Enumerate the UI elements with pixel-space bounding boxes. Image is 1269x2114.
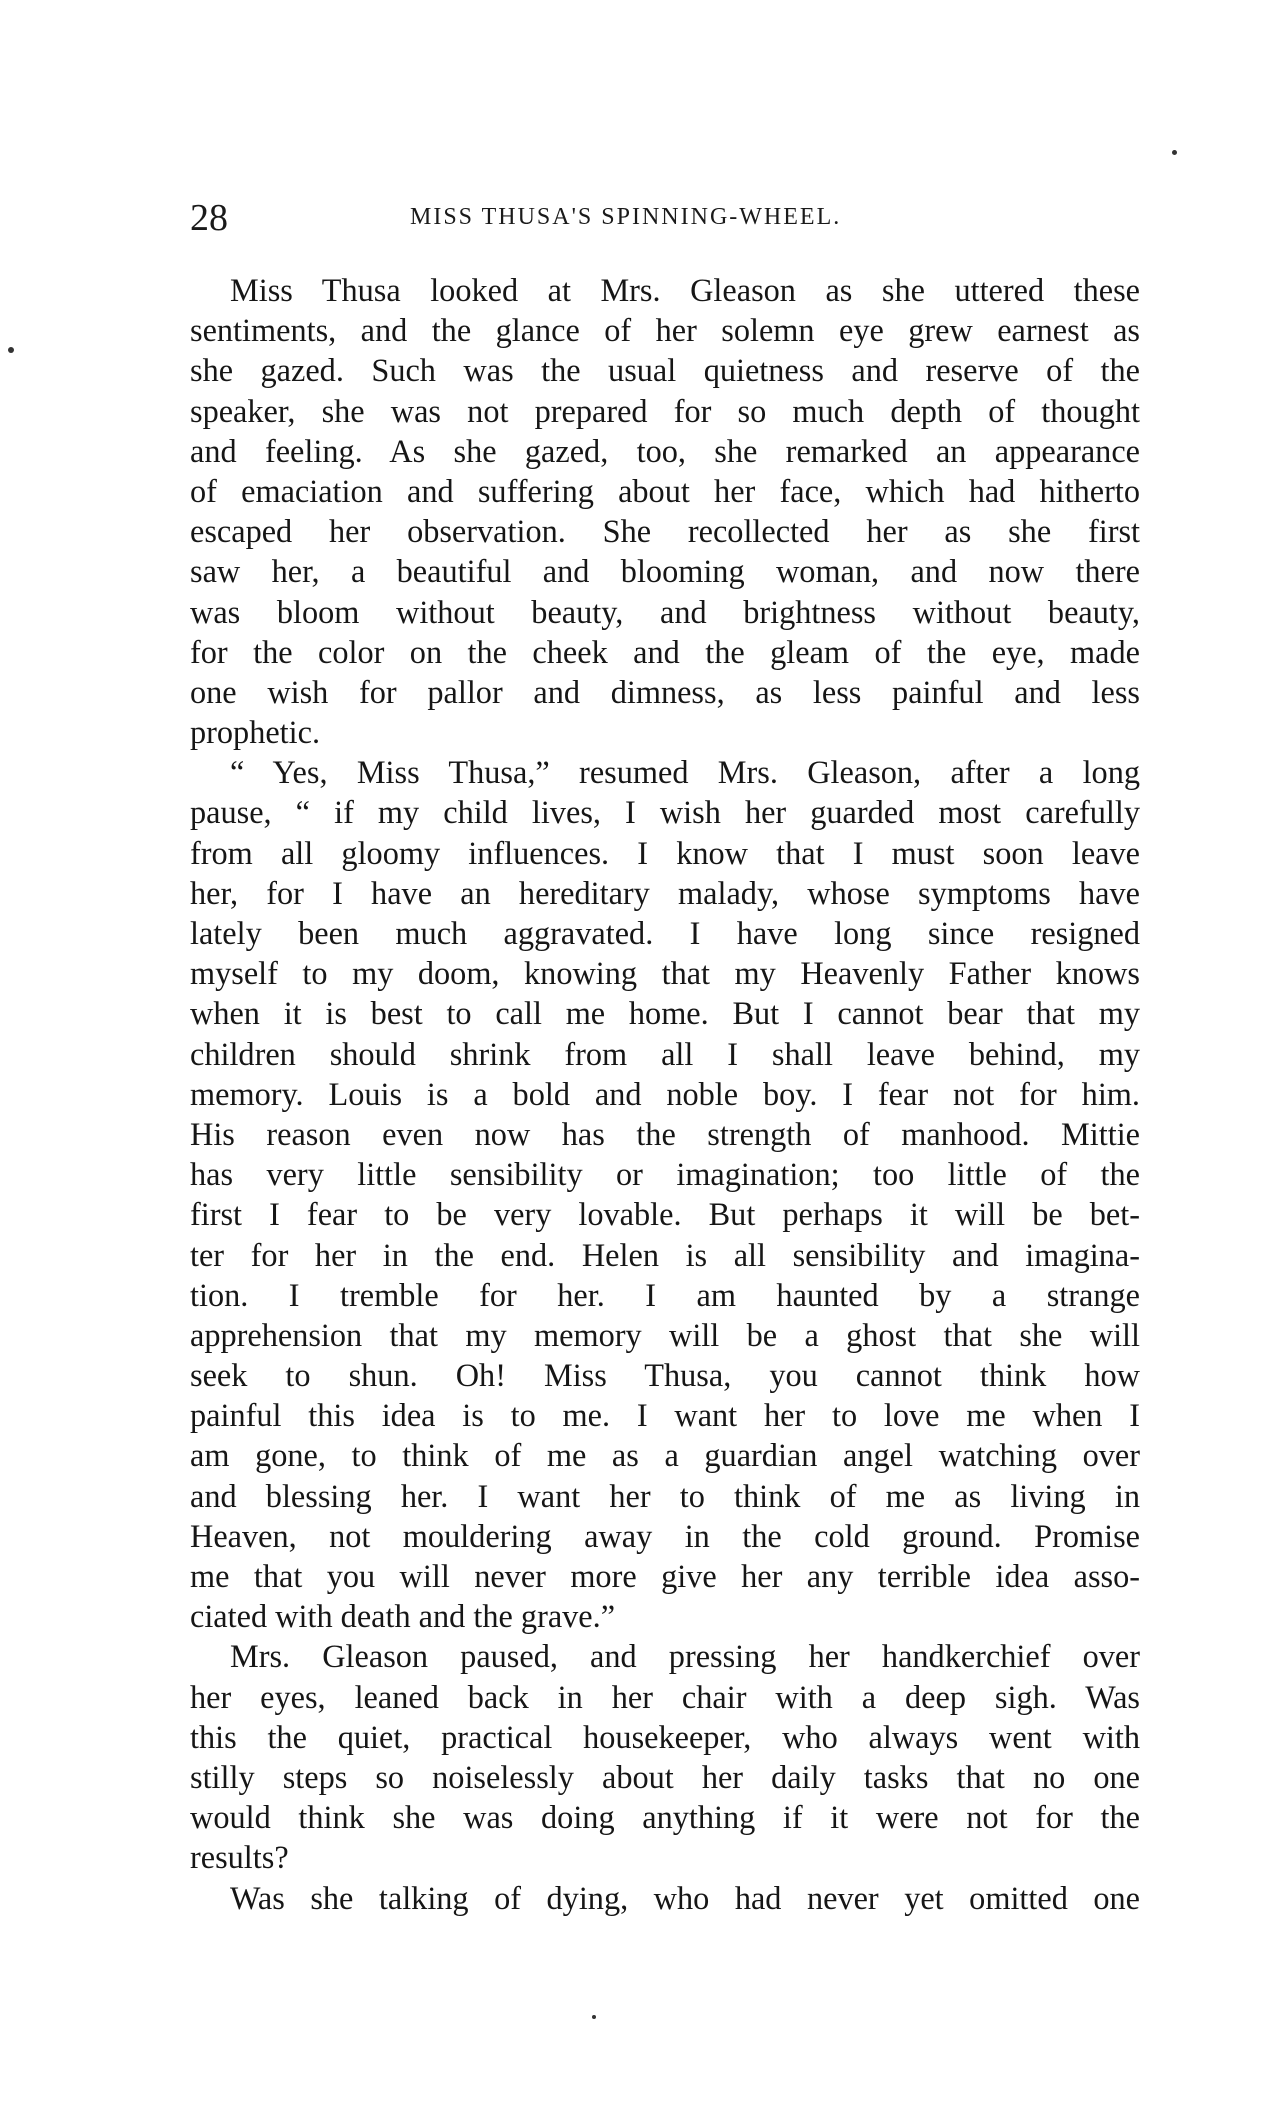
text-line: from all gloomy influences. I know that I must soon leave bbox=[190, 834, 1140, 871]
text-line: for the color on the cheek and the gleam of the eye, made bbox=[190, 633, 1140, 670]
text-line: ciated with death and the grave.” bbox=[190, 1598, 616, 1635]
text-line: saw her, a beautiful and blooming woman, and now there bbox=[190, 553, 1140, 590]
text-line: her eyes, leaned back in her chair with a deep sigh. Was bbox=[190, 1678, 1140, 1715]
text-line: “ Yes, Miss Thusa,” resumed Mrs. Gleason, after a long bbox=[230, 754, 1140, 791]
text-line: apprehension that my memory will be a ghost that she will bbox=[190, 1316, 1140, 1353]
text-line: first I fear to be very lovable. But perhaps it will be bet- bbox=[190, 1196, 1140, 1233]
text-line: and blessing her. I want her to think of me as living in bbox=[190, 1477, 1140, 1514]
text-line: Mrs. Gleason paused, and pressing her handkerchief over bbox=[230, 1638, 1140, 1675]
text-line: was bloom without beauty, and brightness without beauty, bbox=[190, 593, 1140, 630]
text-line: of emaciation and suffering about her face, which had hitherto bbox=[190, 472, 1140, 509]
text-line: His reason even now has the strength of manhood. Mittie bbox=[190, 1115, 1140, 1152]
text-line: Miss Thusa looked at Mrs. Gleason as she uttered these bbox=[230, 272, 1140, 308]
paragraph bbox=[190, 1636, 1140, 1877]
text-line: seek to shun. Oh! Miss Thusa, you cannot think how bbox=[190, 1357, 1140, 1394]
text-line: escaped her observation. She recollected her as she first bbox=[190, 513, 1140, 550]
scan-speck bbox=[8, 347, 14, 353]
text-line: painful this idea is to me. I want her to love me when I bbox=[190, 1397, 1140, 1434]
body-text bbox=[190, 270, 1140, 1918]
text-line: children should shrink from all I shall leave behind, my bbox=[190, 1035, 1140, 1072]
text-line: would think she was doing anything if it were not for the bbox=[190, 1799, 1140, 1836]
paragraph bbox=[190, 752, 1140, 1636]
running-head bbox=[190, 196, 1150, 246]
text-line: results? bbox=[190, 1839, 289, 1876]
text-line: lately been much aggravated. I have long since resigned bbox=[190, 915, 1140, 951]
text-line: and feeling. As she gazed, too, she remarked an appearance bbox=[190, 432, 1140, 469]
paragraph bbox=[190, 270, 1140, 752]
text-line: am gone, to think of me as a guardian angel watching over bbox=[190, 1437, 1140, 1474]
text-line: tion. I tremble for her. I am haunted by a strange bbox=[190, 1276, 1140, 1313]
scan-speck bbox=[1172, 150, 1177, 155]
text-line: has very little sensibility or imagination; too little of the bbox=[190, 1156, 1140, 1193]
text-line: this the quiet, practical housekeeper, who always went with bbox=[190, 1718, 1140, 1755]
text-line: stilly steps so noiselessly about her daily tasks that no one bbox=[190, 1758, 1140, 1795]
scan-speck bbox=[592, 2015, 596, 2019]
text-line: Heaven, not mouldering away in the cold ground. Promise bbox=[190, 1517, 1140, 1554]
text-line: ter for her in the end. Helen is all sensibility and imagina- bbox=[190, 1236, 1140, 1273]
text-line: when it is best to call me home. But I cannot bear that my bbox=[190, 995, 1140, 1032]
text-line: Was she talking of dying, who had never yet omitted one bbox=[230, 1879, 1140, 1916]
text-line: one wish for pallor and dimness, as less painful and less bbox=[190, 673, 1140, 710]
text-line: myself to my doom, knowing that my Heavenly Father knows bbox=[190, 955, 1140, 992]
paragraph bbox=[190, 1878, 1140, 1918]
text-line: sentiments, and the glance of her solemn eye grew earnest as bbox=[190, 312, 1140, 349]
text-line: me that you will never more give her any terrible idea asso- bbox=[190, 1558, 1140, 1594]
running-title: MISS THUSA'S SPINNING-WHEEL. bbox=[410, 204, 842, 230]
text-line: prophetic. bbox=[190, 714, 321, 751]
text-line: pause, “ if my child lives, I wish her guarded most carefully bbox=[190, 794, 1140, 831]
text-line: speaker, she was not prepared for so much depth of thought bbox=[190, 392, 1140, 429]
text-line: she gazed. Such was the usual quietness and reserve of the bbox=[190, 352, 1140, 389]
page-number: 28 bbox=[190, 197, 228, 239]
text-line: her, for I have an hereditary malady, whose symptoms have bbox=[190, 874, 1140, 911]
text-line: memory. Louis is a bold and noble boy. I fear not for him. bbox=[190, 1075, 1140, 1112]
